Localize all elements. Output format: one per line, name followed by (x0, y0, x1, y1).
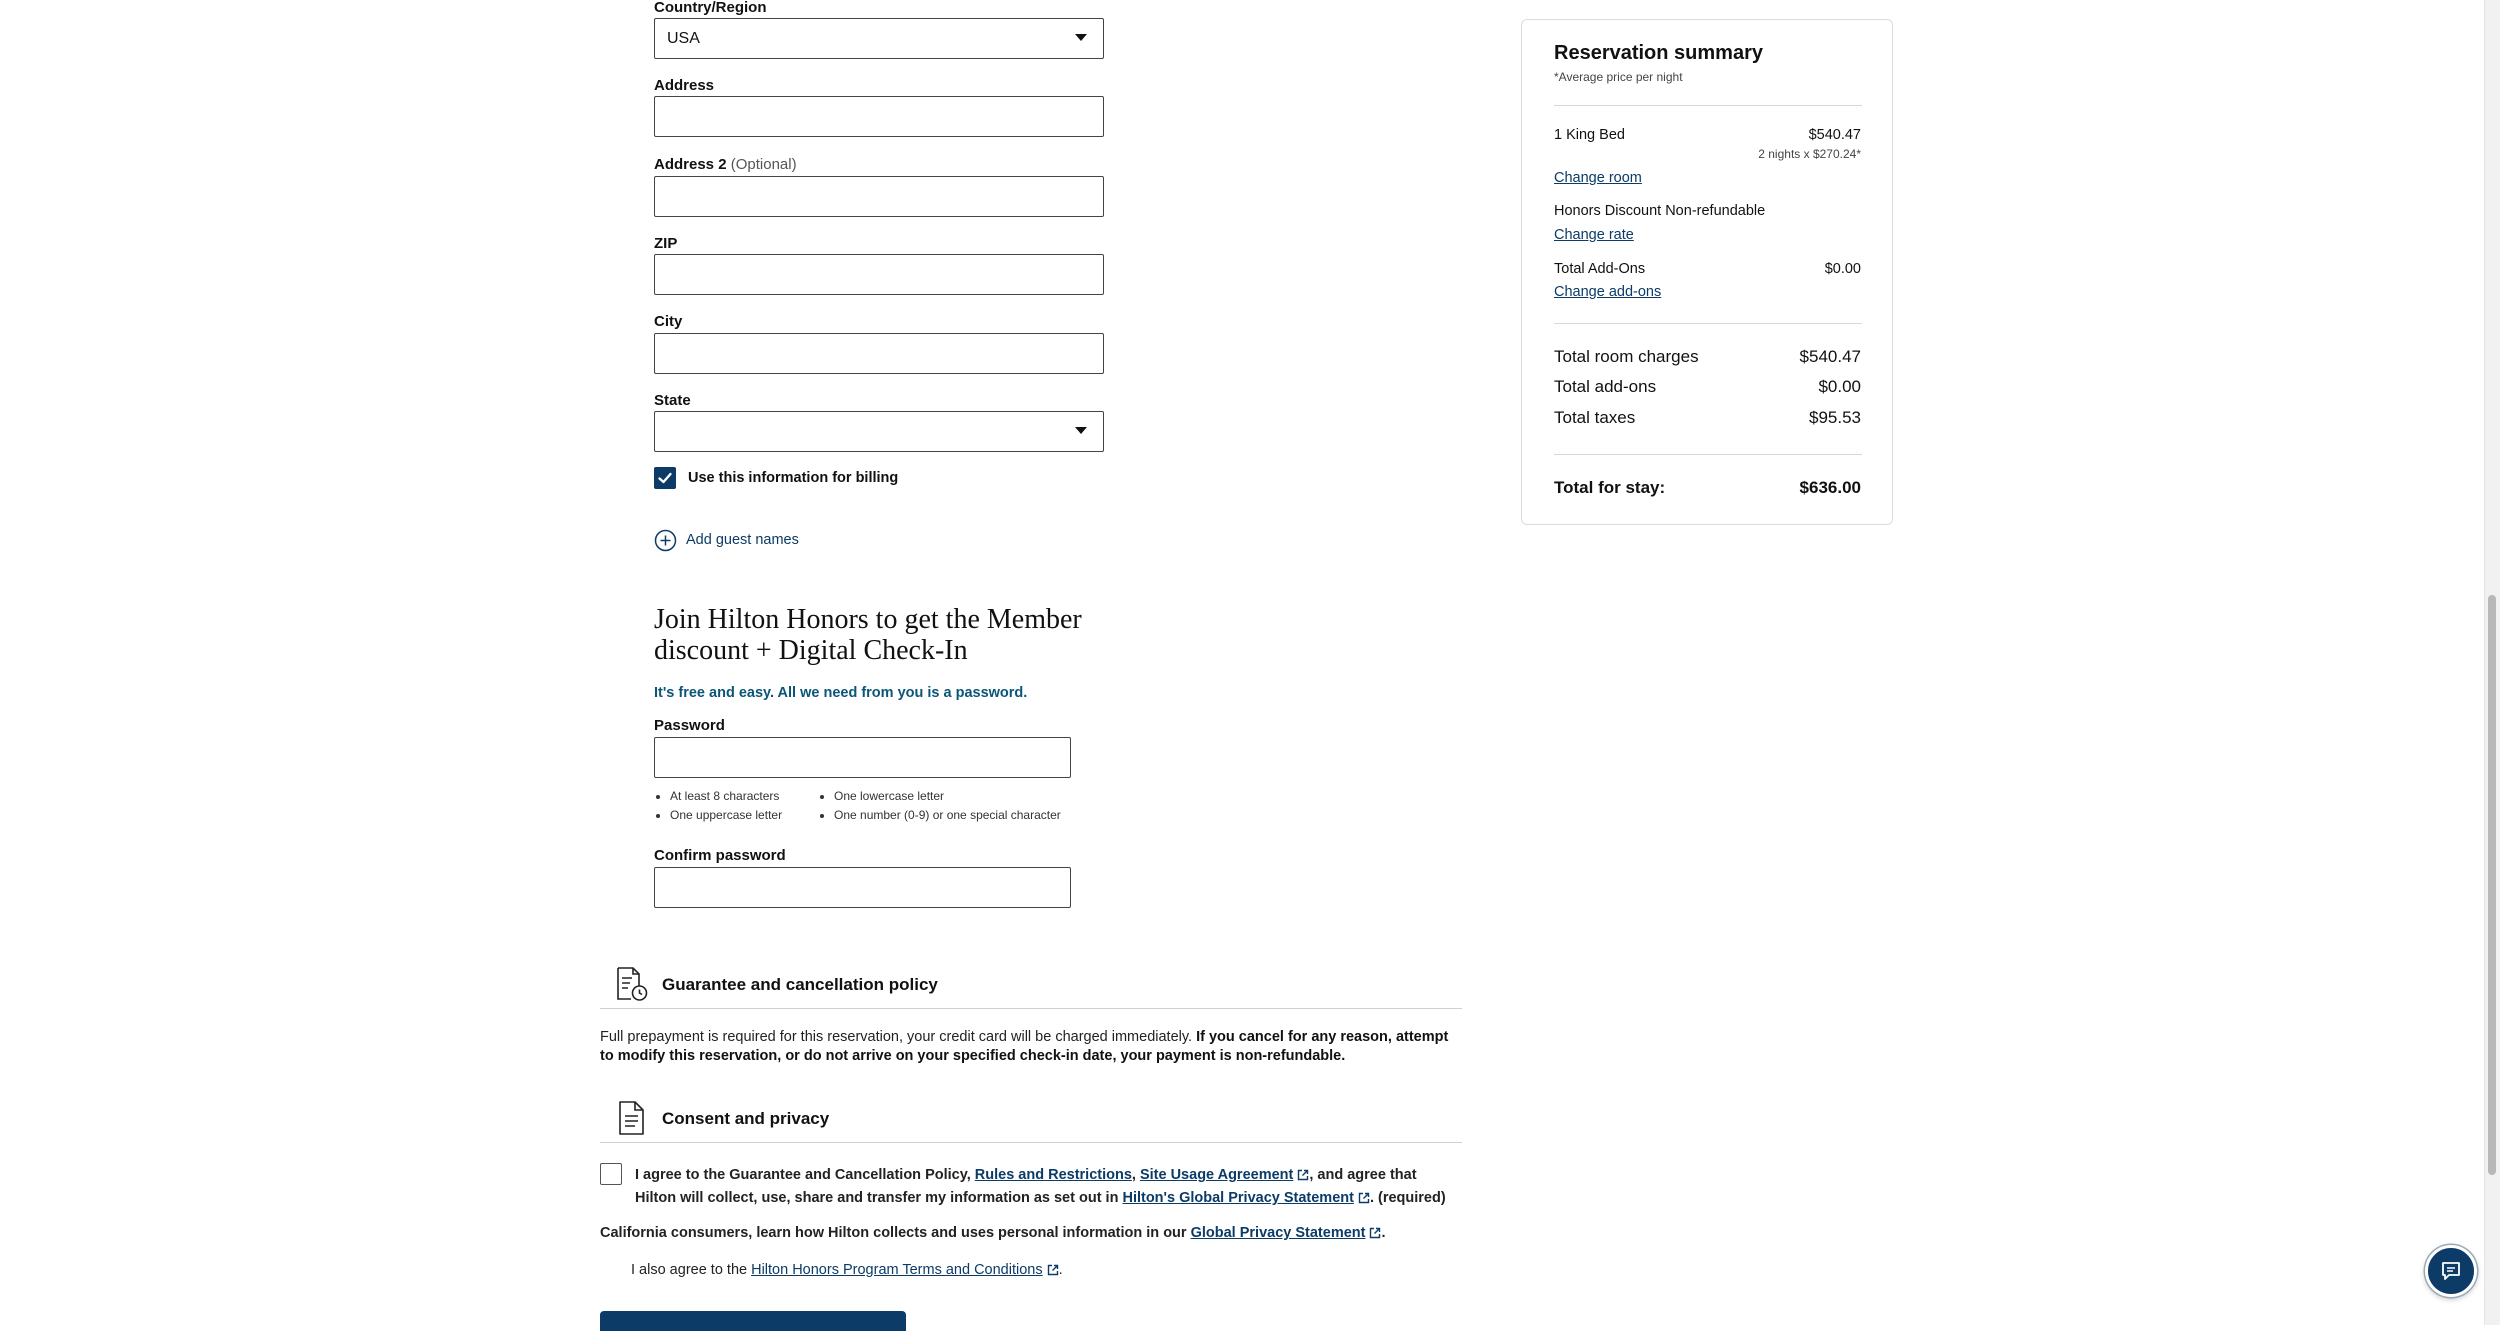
change-room-link[interactable]: Change room (1554, 170, 1642, 186)
total-addons-value: $0.00 (1818, 377, 1861, 396)
total-stay-label: Total for stay: (1554, 478, 1666, 497)
billing-checkbox-label[interactable]: Use this information for billing (688, 470, 899, 486)
password-requirements-left (654, 787, 782, 825)
agree-checkbox[interactable] (600, 1163, 622, 1185)
change-rate-link[interactable]: Change rate (1554, 227, 1634, 243)
summary-divider (1554, 323, 1862, 324)
room-charges-label: Total room charges (1554, 347, 1699, 366)
guarantee-warning: If you cancel for any reason, attempt to modify this reservation, or do not arrive on your specified check-in date, your payment is non-refundable. (600, 1029, 1449, 1064)
guarantee-divider (600, 1008, 1462, 1009)
billing-checkbox[interactable] (654, 467, 676, 489)
address-input[interactable] (654, 96, 1104, 137)
rate-name: Honors Discount Non-refundable (1554, 203, 1766, 219)
zip-input[interactable] (654, 254, 1104, 295)
password-input[interactable] (654, 737, 1071, 778)
requirement-item: • One number (0-9) or one special character (834, 806, 1061, 825)
honors-terms-text: I also agree to the Hilton Honors Program Terms and Conditions . (631, 1262, 1063, 1278)
taxes-label: Total taxes (1554, 408, 1636, 427)
summary-title: Reservation summary (1554, 42, 1763, 64)
plus-circle-icon (654, 529, 677, 552)
addons-value: $0.00 (1824, 261, 1861, 277)
site-usage-link[interactable]: Site Usage Agreement (1139, 1167, 1294, 1183)
join-honors-title: Join Hilton Honors to get the Member discount + Digital Check-In (654, 604, 1082, 666)
consent-title: Consent and privacy (662, 1109, 830, 1128)
room-price: $540.47 (1808, 127, 1861, 143)
confirm-password-label: Confirm password (654, 847, 786, 864)
country-select[interactable] (654, 18, 1104, 59)
password-requirements-right (818, 787, 1061, 825)
requirement-item: • One lowercase letter (834, 787, 1061, 806)
address-label: Address (654, 77, 715, 94)
room-nights-detail: 2 nights x $270.24* (1758, 147, 1861, 161)
country-value: USA (667, 30, 700, 47)
address2-input[interactable] (654, 176, 1104, 217)
add-guest-names-label: Add guest names (686, 532, 799, 548)
consent-agreement-text: I agree to the Guarantee and Cancellation Policy, Rules and Restrictions, Site Usage Agreement , and agree that Hilton will collect, use, share and transfer my information as set out in Hilton's Global Privacy Statement . (required) (635, 1167, 1446, 1206)
total-stay-value: $636.00 (1799, 478, 1861, 497)
global-privacy-link[interactable]: Global Privacy Statement (1190, 1225, 1366, 1241)
join-honors-subtitle: It's free and easy. All we need from you is a password. (654, 685, 1028, 701)
guarantee-title: Guarantee and cancellation policy (662, 975, 938, 994)
submit-button[interactable] (600, 1311, 906, 1331)
rules-restrictions-link[interactable]: Rules and Restrictions (974, 1167, 1132, 1183)
requirement-item: • One uppercase letter (670, 806, 782, 825)
zip-label: ZIP (654, 235, 678, 252)
summary-note: *Average price per night (1554, 70, 1683, 84)
addons-label: Total Add-Ons (1554, 261, 1646, 277)
external-link-icon (1369, 1227, 1381, 1239)
reservation-summary-card (1521, 19, 1893, 525)
chat-button[interactable] (2425, 1245, 2477, 1297)
california-text: California consumers, learn how Hilton collects and uses personal information in our Global Privacy Statement . (600, 1225, 1386, 1241)
summary-divider (1554, 454, 1862, 455)
total-addons-label: Total add-ons (1554, 377, 1657, 396)
summary-divider (1554, 105, 1862, 106)
chevron-down-icon (1075, 427, 1087, 434)
checkmark-icon (657, 470, 673, 486)
consent-divider (600, 1142, 1462, 1143)
city-input[interactable] (654, 333, 1104, 374)
requirement-item: • At least 8 characters (670, 787, 782, 806)
chat-bubble-icon (2441, 1261, 2461, 1281)
guarantee-text: Full prepayment is required for this reservation, your credit card will be charged immediately. If you cancel for any reason, attempt to modify this reservation, or do not arrive on your specified check-in date, your payment is non-refundable. (600, 1029, 1449, 1064)
optional-tag: (Optional) (730, 156, 797, 173)
country-label: Country/Region (654, 0, 767, 16)
honors-terms-link[interactable]: Hilton Honors Program Terms and Conditions (751, 1262, 1043, 1278)
address2-label: Address 2 (Optional) (654, 156, 797, 173)
state-label: State (654, 392, 691, 409)
taxes-value: $95.53 (1809, 408, 1861, 427)
external-link-icon (1358, 1192, 1370, 1204)
room-charges-value: $540.47 (1799, 347, 1861, 366)
add-guest-names-button[interactable] (654, 529, 984, 553)
document-clock-icon (615, 966, 649, 1002)
room-type: 1 King Bed (1554, 127, 1625, 143)
external-link-icon (1297, 1169, 1309, 1181)
password-label: Password (654, 717, 725, 734)
chevron-down-icon (1075, 34, 1087, 41)
change-addons-link[interactable]: Change add-ons (1554, 284, 1662, 300)
scrollbar-thumb[interactable] (2488, 595, 2496, 1175)
external-link-icon (1047, 1264, 1059, 1276)
city-label: City (654, 313, 683, 330)
document-lines-icon (615, 1100, 649, 1136)
state-select[interactable] (654, 411, 1104, 452)
confirm-password-input[interactable] (654, 867, 1071, 908)
hilton-privacy-link[interactable]: Hilton's Global Privacy Statement (1122, 1190, 1354, 1206)
